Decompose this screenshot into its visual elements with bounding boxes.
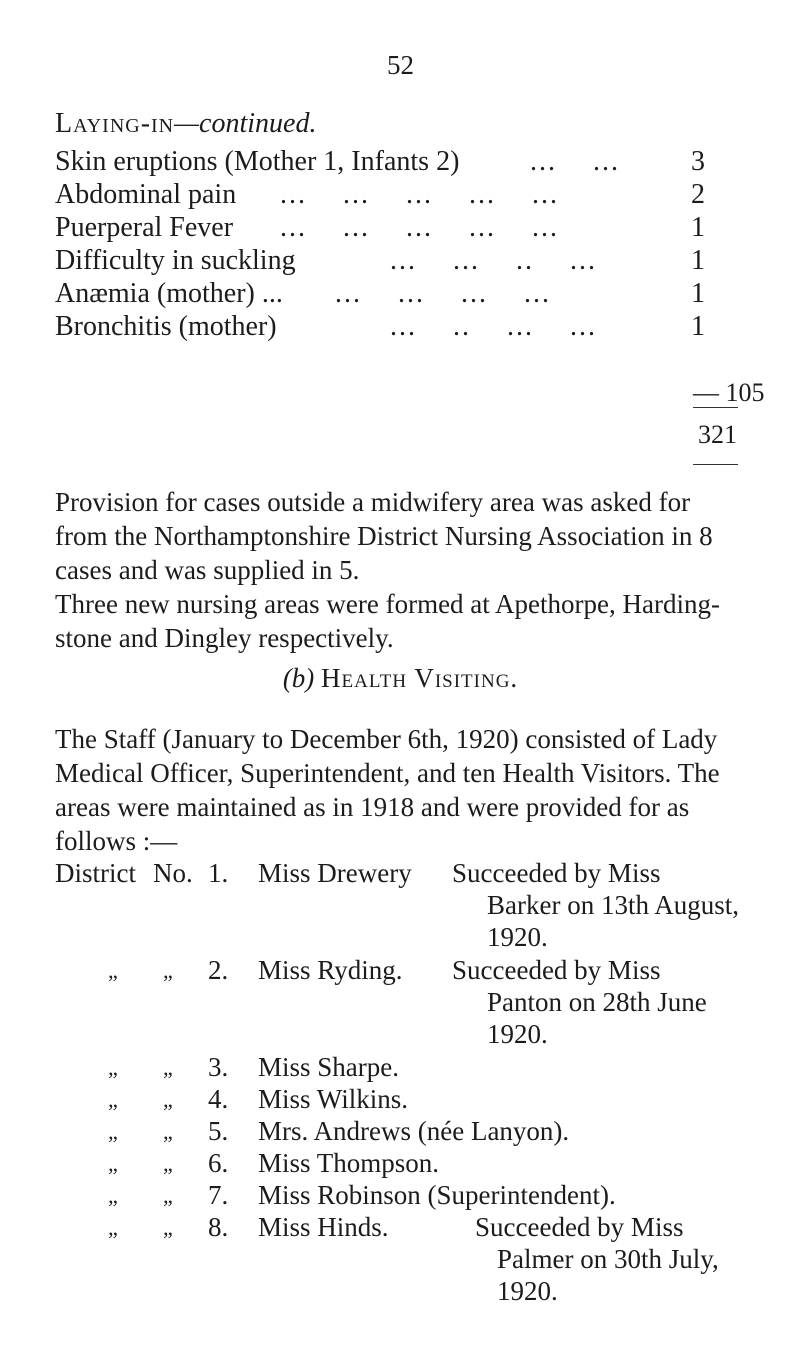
visitor-name: Miss Hinds.	[258, 1212, 389, 1242]
item-count: 1	[691, 212, 705, 243]
district-number: 8.	[208, 1212, 229, 1242]
section-heading	[55, 108, 316, 140]
item-label: Difficulty in suckling	[55, 245, 296, 276]
district-number: 2.	[208, 955, 229, 985]
ditto-mark: „	[108, 1119, 118, 1144]
district-number: 7.	[208, 1180, 229, 1210]
ditto-mark: „	[163, 1183, 173, 1208]
item-label: Bronchitis (mother)	[55, 311, 277, 342]
ditto-mark: „	[108, 1215, 118, 1240]
list-item: Difficulty in suckling ... ... .. ... 1	[55, 245, 705, 276]
page-number: 52	[387, 50, 414, 80]
district-number: 4.	[208, 1084, 229, 1114]
subtotal: — 105	[693, 378, 765, 407]
district-label: District	[55, 858, 136, 888]
item-label: Puerperal Fever	[55, 212, 234, 243]
ditto-mark: „	[163, 1151, 173, 1176]
ditto-mark: „	[163, 958, 173, 983]
succession-note: Succeeded by Miss	[452, 858, 661, 888]
list-item: Anæmia (mother) ... ... ... ... ... 1	[55, 278, 705, 309]
ditto-mark: „	[163, 1055, 173, 1080]
district-no-label: No.	[153, 858, 193, 888]
total-rule-bottom	[693, 464, 738, 465]
item-count: 3	[691, 146, 705, 177]
grand-total: 321	[698, 420, 737, 449]
item-label: Abdominal pain	[55, 179, 237, 210]
item-count: 2	[691, 179, 705, 210]
paragraph-staff: The Staff (January to December 6th, 1920) consisted of Lady Medical Officer, Superintendent, and ten Health Visitors. The areas were maintained as in 1918 and were provided for as follows :—	[55, 724, 720, 856]
district-number: 5.	[208, 1116, 229, 1146]
ditto-mark: „	[108, 1151, 118, 1176]
item-count: 1	[691, 278, 705, 309]
district-number: 3.	[208, 1052, 229, 1082]
succession-note: Palmer on 30th July,	[497, 1244, 719, 1274]
ditto-mark: „	[108, 1055, 118, 1080]
list-item: Bronchitis (mother) ... .. ... ... 1	[55, 311, 705, 342]
ditto-mark: „	[108, 1087, 118, 1112]
succession-note: Succeeded by Miss	[475, 1212, 684, 1242]
item-count: 1	[691, 311, 705, 342]
item-count: 1	[691, 245, 705, 276]
complications-list	[55, 146, 735, 344]
total-rule	[693, 407, 738, 408]
visitor-name: Miss Wilkins.	[258, 1084, 408, 1114]
paragraph-nursing-areas: Three new nursing areas were formed at Apethorpe, Harding-stone and Dingley respectively.	[55, 589, 720, 653]
ditto-mark: „	[163, 1087, 173, 1112]
item-label: Anæmia (mother) ...	[55, 278, 283, 309]
heading-suffix: —continued.	[174, 108, 317, 139]
ditto-mark: „	[163, 1215, 173, 1240]
succession-note: 1920.	[487, 1019, 548, 1049]
succession-note: Panton on 28th June	[487, 987, 707, 1017]
district-number: 6.	[208, 1148, 229, 1178]
visitor-name: Miss Thompson.	[258, 1148, 440, 1178]
section-label: (b)	[282, 663, 315, 693]
item-label: Skin eruptions (Mother 1, Infants 2)	[55, 146, 460, 177]
section-title	[0, 663, 801, 694]
list-item: Abdominal pain ... ... ... ... ... 2	[55, 179, 705, 210]
heading-main: Laying-in	[55, 108, 175, 139]
list-item: Puerperal Fever ... ... ... ... ... 1	[55, 212, 705, 243]
succession-note: Succeeded by Miss	[452, 955, 661, 985]
ditto-mark: „	[108, 958, 118, 983]
visitor-name: Miss Sharpe.	[258, 1052, 399, 1082]
visitor-name: Miss Robinson (Superintendent).	[258, 1180, 616, 1210]
visitor-name: Mrs. Andrews (née Lanyon).	[258, 1116, 570, 1146]
ditto-mark: „	[108, 1183, 118, 1208]
succession-note: 1920.	[497, 1276, 558, 1306]
district-number: 1.	[208, 858, 229, 888]
ditto-mark: „	[163, 1119, 173, 1144]
visitor-name: Miss Ryding.	[258, 955, 403, 985]
section-name: Health Visiting.	[321, 663, 519, 693]
succession-note: 1920.	[487, 922, 548, 952]
succession-note: Barker on 13th August,	[487, 890, 739, 920]
paragraph-provision: Provision for cases outside a midwifery area was asked for from the Northamptonshire District Nursing Association in 8 cases and was supplied in 5.	[55, 487, 713, 585]
list-item: Skin eruptions (Mother 1, Infants 2) ... ... 3	[55, 146, 705, 177]
visitor-name: Miss Drewery	[258, 858, 412, 888]
